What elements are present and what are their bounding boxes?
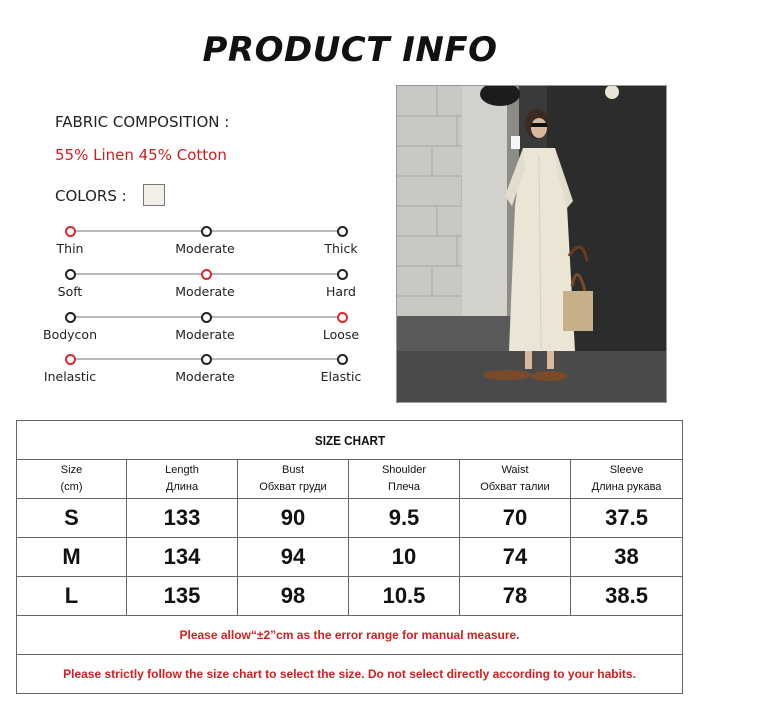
scale-label-loose: Loose: [322, 327, 360, 342]
header-label: Waist: [501, 464, 529, 476]
scale-dot-moderate: [201, 312, 212, 323]
header-length: [127, 460, 238, 499]
header-waist: [460, 460, 571, 499]
scale-dot-soft: [65, 269, 76, 280]
header-size: [17, 460, 127, 499]
scale-label-thin: Thin: [56, 241, 84, 256]
thickness-scale: [40, 228, 370, 264]
header-label: Bust: [281, 464, 304, 476]
size-selection-note: Please strictly follow the size chart to select the size. Do not select directly according to your habits.: [17, 655, 683, 694]
scale-dot-moderate: [201, 226, 212, 237]
table-row: [17, 577, 683, 616]
header-sublabel: (cm): [60, 481, 83, 493]
shoulder-cell: 10: [349, 538, 460, 577]
header-sublabel: Длина рукава: [591, 481, 662, 493]
color-swatch[interactable]: [143, 184, 165, 206]
header-label: Length: [165, 464, 199, 476]
scale-label-hard: Hard: [326, 284, 356, 299]
product-photo-illustration: [397, 86, 667, 403]
scale-label-soft: Soft: [57, 284, 83, 299]
softness-scale: [40, 271, 370, 307]
length-cell: 135: [127, 577, 238, 616]
scale-dot-elastic: [337, 354, 348, 365]
header-shoulder: [349, 460, 460, 499]
page-title: PRODUCT INFO: [202, 30, 498, 70]
scale-dot-moderate: [201, 269, 212, 280]
colors-label: COLORS :: [55, 187, 127, 205]
scale-dot-loose: [337, 312, 348, 323]
size-cell: M: [17, 538, 127, 577]
fit-scale: [40, 314, 370, 350]
scale-label-inelastic: Inelastic: [43, 369, 97, 384]
elasticity-scale: [40, 356, 370, 392]
fabric-composition-value: 55% Linen 45% Cotton: [55, 146, 227, 164]
product-photo: [396, 85, 667, 403]
header-sublabel: Обхват груди: [259, 481, 327, 493]
scale-label-moderate: Moderate: [175, 241, 235, 256]
size-chart-table: [16, 420, 683, 694]
fabric-composition-label: FABRIC COMPOSITION :: [55, 113, 230, 131]
bust-cell: 98: [238, 577, 349, 616]
scale-label-thick: Thick: [324, 241, 358, 256]
header-sublabel: Обхват талии: [480, 481, 550, 493]
waist-cell: 78: [460, 577, 571, 616]
scale-dot-moderate: [201, 354, 212, 365]
length-cell: 133: [127, 499, 238, 538]
table-row: [17, 538, 683, 577]
shoulder-cell: 10.5: [349, 577, 460, 616]
scale-label-elastic: Elastic: [320, 369, 362, 384]
table-row: [17, 499, 683, 538]
sleeve-cell: 38.5: [571, 577, 683, 616]
scale-label-moderate: Moderate: [175, 369, 235, 384]
bust-cell: 94: [238, 538, 349, 577]
waist-cell: 70: [460, 499, 571, 538]
shoulder-cell: 9.5: [349, 499, 460, 538]
header-sublabel: Длина: [165, 481, 199, 493]
sleeve-cell: 38: [571, 538, 683, 577]
measurement-error-note: Please allow“±2”cm as the error range for manual measure.: [17, 616, 683, 655]
length-cell: 134: [127, 538, 238, 577]
scale-dot-bodycon: [65, 312, 76, 323]
size-cell: S: [17, 499, 127, 538]
scale-dot-hard: [337, 269, 348, 280]
size-chart-header-row: [17, 460, 683, 499]
header-sublabel: Плеча: [388, 481, 420, 493]
scale-label-bodycon: Bodycon: [43, 327, 97, 342]
header-label: Sleeve: [609, 464, 644, 476]
sleeve-cell: 37.5: [571, 499, 683, 538]
header-bust: [238, 460, 349, 499]
size-cell: L: [17, 577, 127, 616]
scale-label-moderate: Moderate: [175, 327, 235, 342]
header-label: Shoulder: [381, 464, 427, 476]
header-sleeve: [571, 460, 683, 499]
scale-dot-inelastic: [65, 354, 76, 365]
waist-cell: 74: [460, 538, 571, 577]
scale-dot-thick: [337, 226, 348, 237]
scale-label-moderate: Moderate: [175, 284, 235, 299]
scale-dot-thin: [65, 226, 76, 237]
size-chart-title: SIZE CHART: [50, 421, 649, 460]
bust-cell: 90: [238, 499, 349, 538]
header-label: Size: [60, 464, 83, 476]
